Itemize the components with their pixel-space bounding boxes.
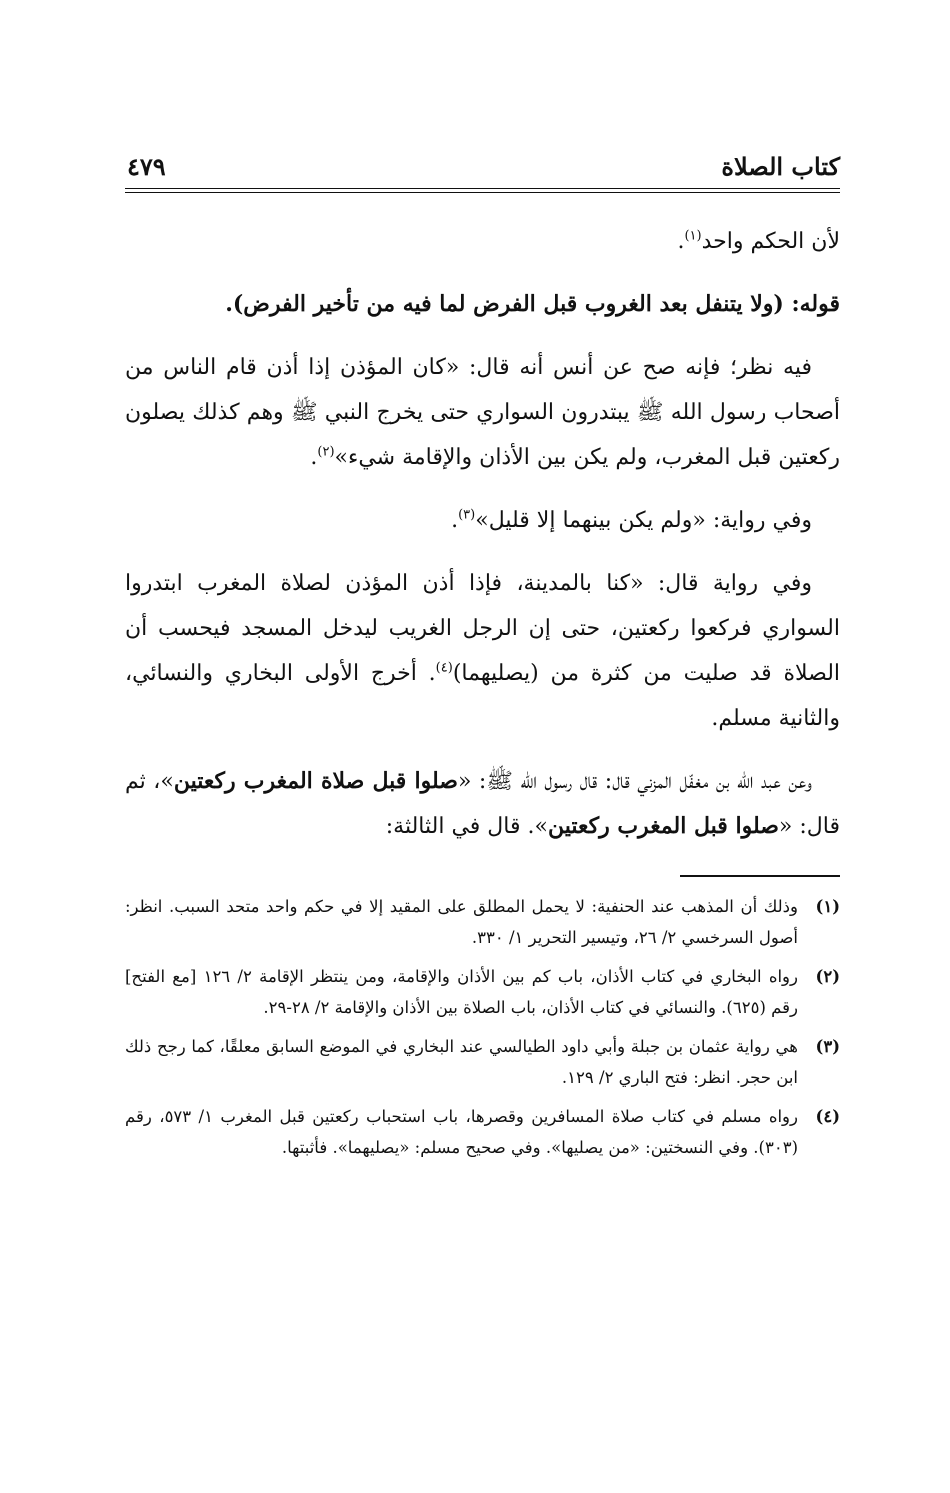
paragraph-4-end: . xyxy=(451,508,459,533)
paragraph-3-text: فيه نظر؛ فإنه صح عن أنس أنه قال: «كان المؤذن إذا أذن قام الناس من أصحاب رسول الله ﷺ يبتدرون السواري حتى يخرج النبي ﷺ وهم كذلك يصلون ركعتين قبل المغرب، ولم يكن بين الأذان والإقامة شيء» xyxy=(125,355,840,470)
footnote-number: (٣) xyxy=(815,1037,840,1056)
paragraph-5 xyxy=(125,561,840,741)
chapter-title: كتاب الصلاة xyxy=(721,152,840,181)
footnote xyxy=(125,1031,840,1093)
footnote-number: (١) xyxy=(815,897,840,916)
footnote-text: رواه مسلم في كتاب صلاة المسافرين وقصرها، باب استحباب ركعتين قبل المغرب ١/ ٥٧٣، رقم (٣٠٣). وفي النسختين: «من يصليها». وفي صحيح مسلم: «يصليهما». فأثبتها. xyxy=(125,1107,798,1157)
paragraph-1 xyxy=(125,219,840,264)
paragraph-3 xyxy=(125,345,840,480)
paragraph-4 xyxy=(125,498,840,543)
paragraph-6-text-a: وعن عبد الله بن مغفّل المزني قال: قال رسول الله ﷺ: « xyxy=(457,769,813,794)
paragraph-6-hadith-2: صلوا قبل المغرب ركعتين xyxy=(547,813,779,839)
footnote-text: رواه البخاري في كتاب الأذان، باب كم بين الأذان والإقامة، ومن ينتظر الإقامة ٢/ ١٢٦ [مع الفتح] رقم (٦٢٥). والنسائي في كتاب الأذان، باب الصلاة بين الأذان والإقامة ٢/ ٢٨-٢٩. xyxy=(125,967,798,1017)
paragraph-1-text: لأن الحكم واحد xyxy=(701,229,840,254)
paragraph-2-quote xyxy=(125,282,840,327)
footnote-ref-3: (٣) xyxy=(458,507,476,523)
paragraph-6 xyxy=(125,759,840,849)
footnote-text: هي رواية عثمان بن جبلة وأبي داود الطيالسي عند البخاري في الموضع السابق معلقًا، كما رجح ذلك ابن حجر. انظر: فتح الباري ٢/ ١٢٩. xyxy=(125,1037,798,1087)
footnote-text: وذلك أن المذهب عند الحنفية: لا يحمل المطلق على المقيد إلا في حكم واحد متحد السبب. انظر: أصول السرخسي ٢/ ٢٦، وتيسير التحرير ١/ ٣٣٠. xyxy=(125,897,798,947)
footnote-ref-2: (٢) xyxy=(317,444,335,460)
book-page xyxy=(125,140,840,1171)
paragraph-6-text-c: »، ثم قال: « xyxy=(125,769,840,839)
footnote xyxy=(125,891,840,953)
paragraph-2-text: قوله: (ولا يتنفل بعد الغروب قبل الفرض لما فيه من تأخير الفرض). xyxy=(225,291,840,317)
paragraph-1-end: . xyxy=(677,229,685,254)
footnote-separator xyxy=(680,875,840,877)
footnote-number: (٤) xyxy=(815,1107,840,1126)
paragraph-6-hadith-1: صلوا قبل صلاة المغرب ركعتين xyxy=(173,768,458,794)
footnotes xyxy=(125,891,840,1163)
footnote xyxy=(125,961,840,1023)
page-number: ٤٧٩ xyxy=(127,152,166,181)
paragraph-4-text: وفي رواية: «ولم يكن بينهما إلا قليل» xyxy=(475,508,812,533)
footnote-number: (٢) xyxy=(815,967,840,986)
paragraph-5-text-a: وفي رواية قال: «كنا بالمدينة، فإذا أذن المؤذن لصلاة المغرب ابتدروا السواري فركعوا ركعتين، حتى إن الرجل الغريب ليدخل المسجد فيحسب أن الصلاة قد صليت من كثرة من (يصليهما) xyxy=(125,571,841,686)
main-text xyxy=(125,219,840,849)
paragraph-6-text-e: ». قال في الثالثة: xyxy=(385,814,548,839)
footnote xyxy=(125,1101,840,1163)
paragraph-3-end: . xyxy=(310,445,318,470)
footnote-ref-4: (٤) xyxy=(435,660,453,676)
paragraph-5-text-b: . أخرج الأولى البخاري والنسائي، والثانية مسلم. xyxy=(125,661,840,731)
footnote-ref-1: (١) xyxy=(684,228,702,244)
page-header xyxy=(125,140,840,189)
